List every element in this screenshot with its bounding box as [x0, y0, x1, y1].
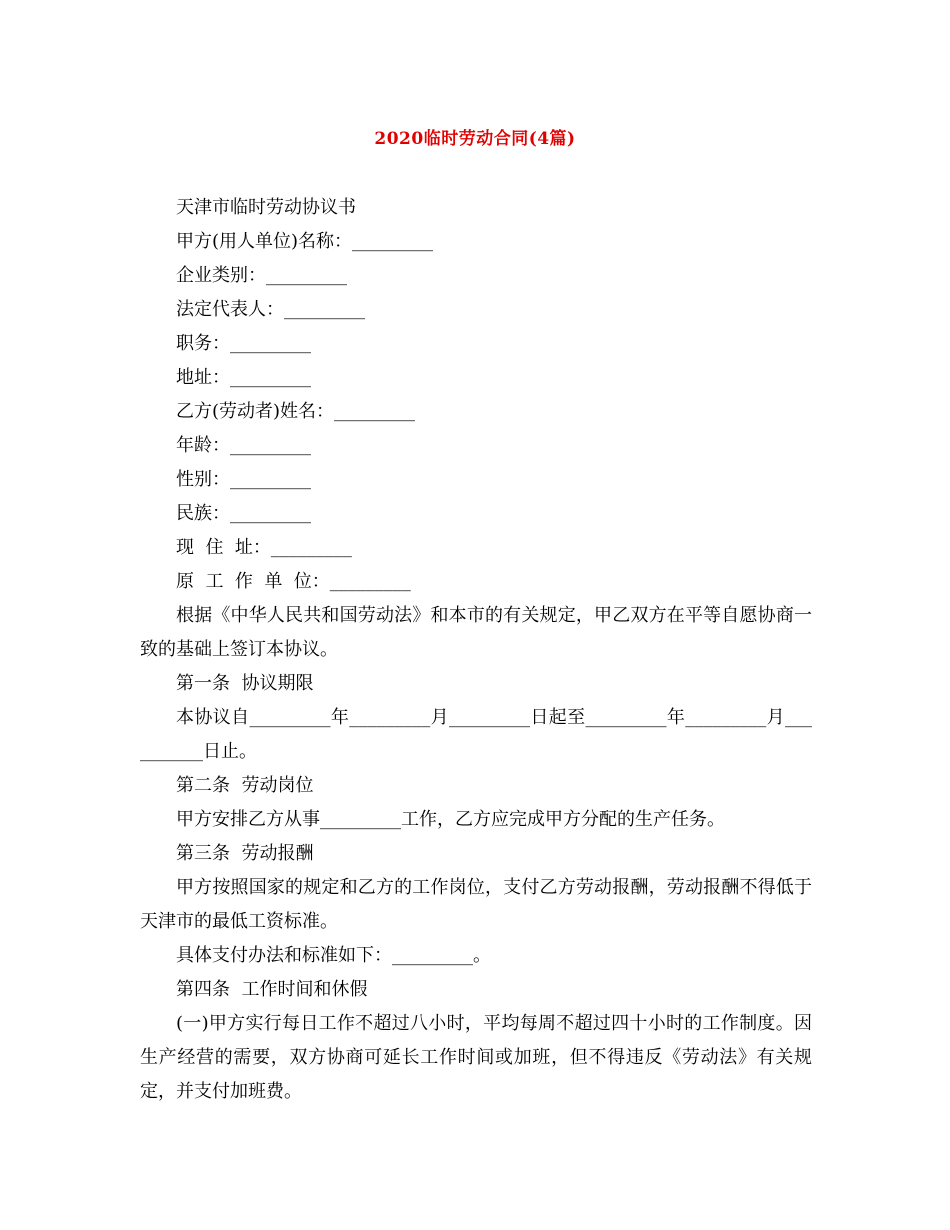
worker-name-field: 乙方(劳动者)姓名：_________ [176, 401, 416, 422]
article-2-text: 甲方安排乙方从事_________工作，乙方应完成甲方分配的生产任务。 [176, 809, 725, 830]
agreement-heading: 天津市临时劳动协议书 [176, 197, 356, 218]
article-4-text: (一)甲方实行每日工作不超过八小时，平均每周不超过四十小时的工作制度。因生产经营的需要，双方协商可延长工作时间或加班，但不得违反《劳动法》有关规定，并支付加班费。 [140, 1013, 812, 1102]
enterprise-type-field: 企业类别：_________ [176, 265, 347, 286]
age-field: 年龄：_________ [176, 435, 311, 456]
legal-representative-field: 法定代表人：_________ [176, 299, 365, 320]
article-3-text: 甲方按照国家的规定和乙方的工作岗位，支付乙方劳动报酬，劳动报酬不得低于天津市的最低工资标准。 [140, 877, 812, 932]
current-address-field: 现 住 址：_________ [176, 537, 352, 558]
address-field: 地址：_________ [176, 367, 311, 388]
article-1-text: 本协议自_________年_________月_________日起至_________年_________月__________日止。 [140, 707, 812, 762]
article-1-heading: 第一条 协议期限 [176, 673, 314, 694]
document-title: 2020临时劳动合同(4篇) [374, 129, 576, 149]
article-2-heading: 第二条 劳动岗位 [176, 775, 314, 796]
position-field: 职务：_________ [176, 333, 311, 354]
document-body [140, 191, 812, 1109]
preamble-paragraph: 根据《中华人民共和国劳动法》和本市的有关规定，甲乙双方在平等自愿协商一致的基础上签订本协议。 [140, 605, 812, 660]
payment-method-text: 具体支付办法和标准如下：_________。 [176, 945, 491, 966]
article-4-heading: 第四条 工作时间和休假 [176, 979, 368, 1000]
former-employer-field: 原 工 作 单 位：_________ [176, 571, 411, 592]
gender-field: 性别：_________ [176, 469, 311, 490]
article-3-heading: 第三条 劳动报酬 [176, 843, 314, 864]
ethnicity-field: 民族：_________ [176, 503, 311, 524]
employer-name-field: 甲方(用人单位)名称：_________ [176, 231, 434, 252]
